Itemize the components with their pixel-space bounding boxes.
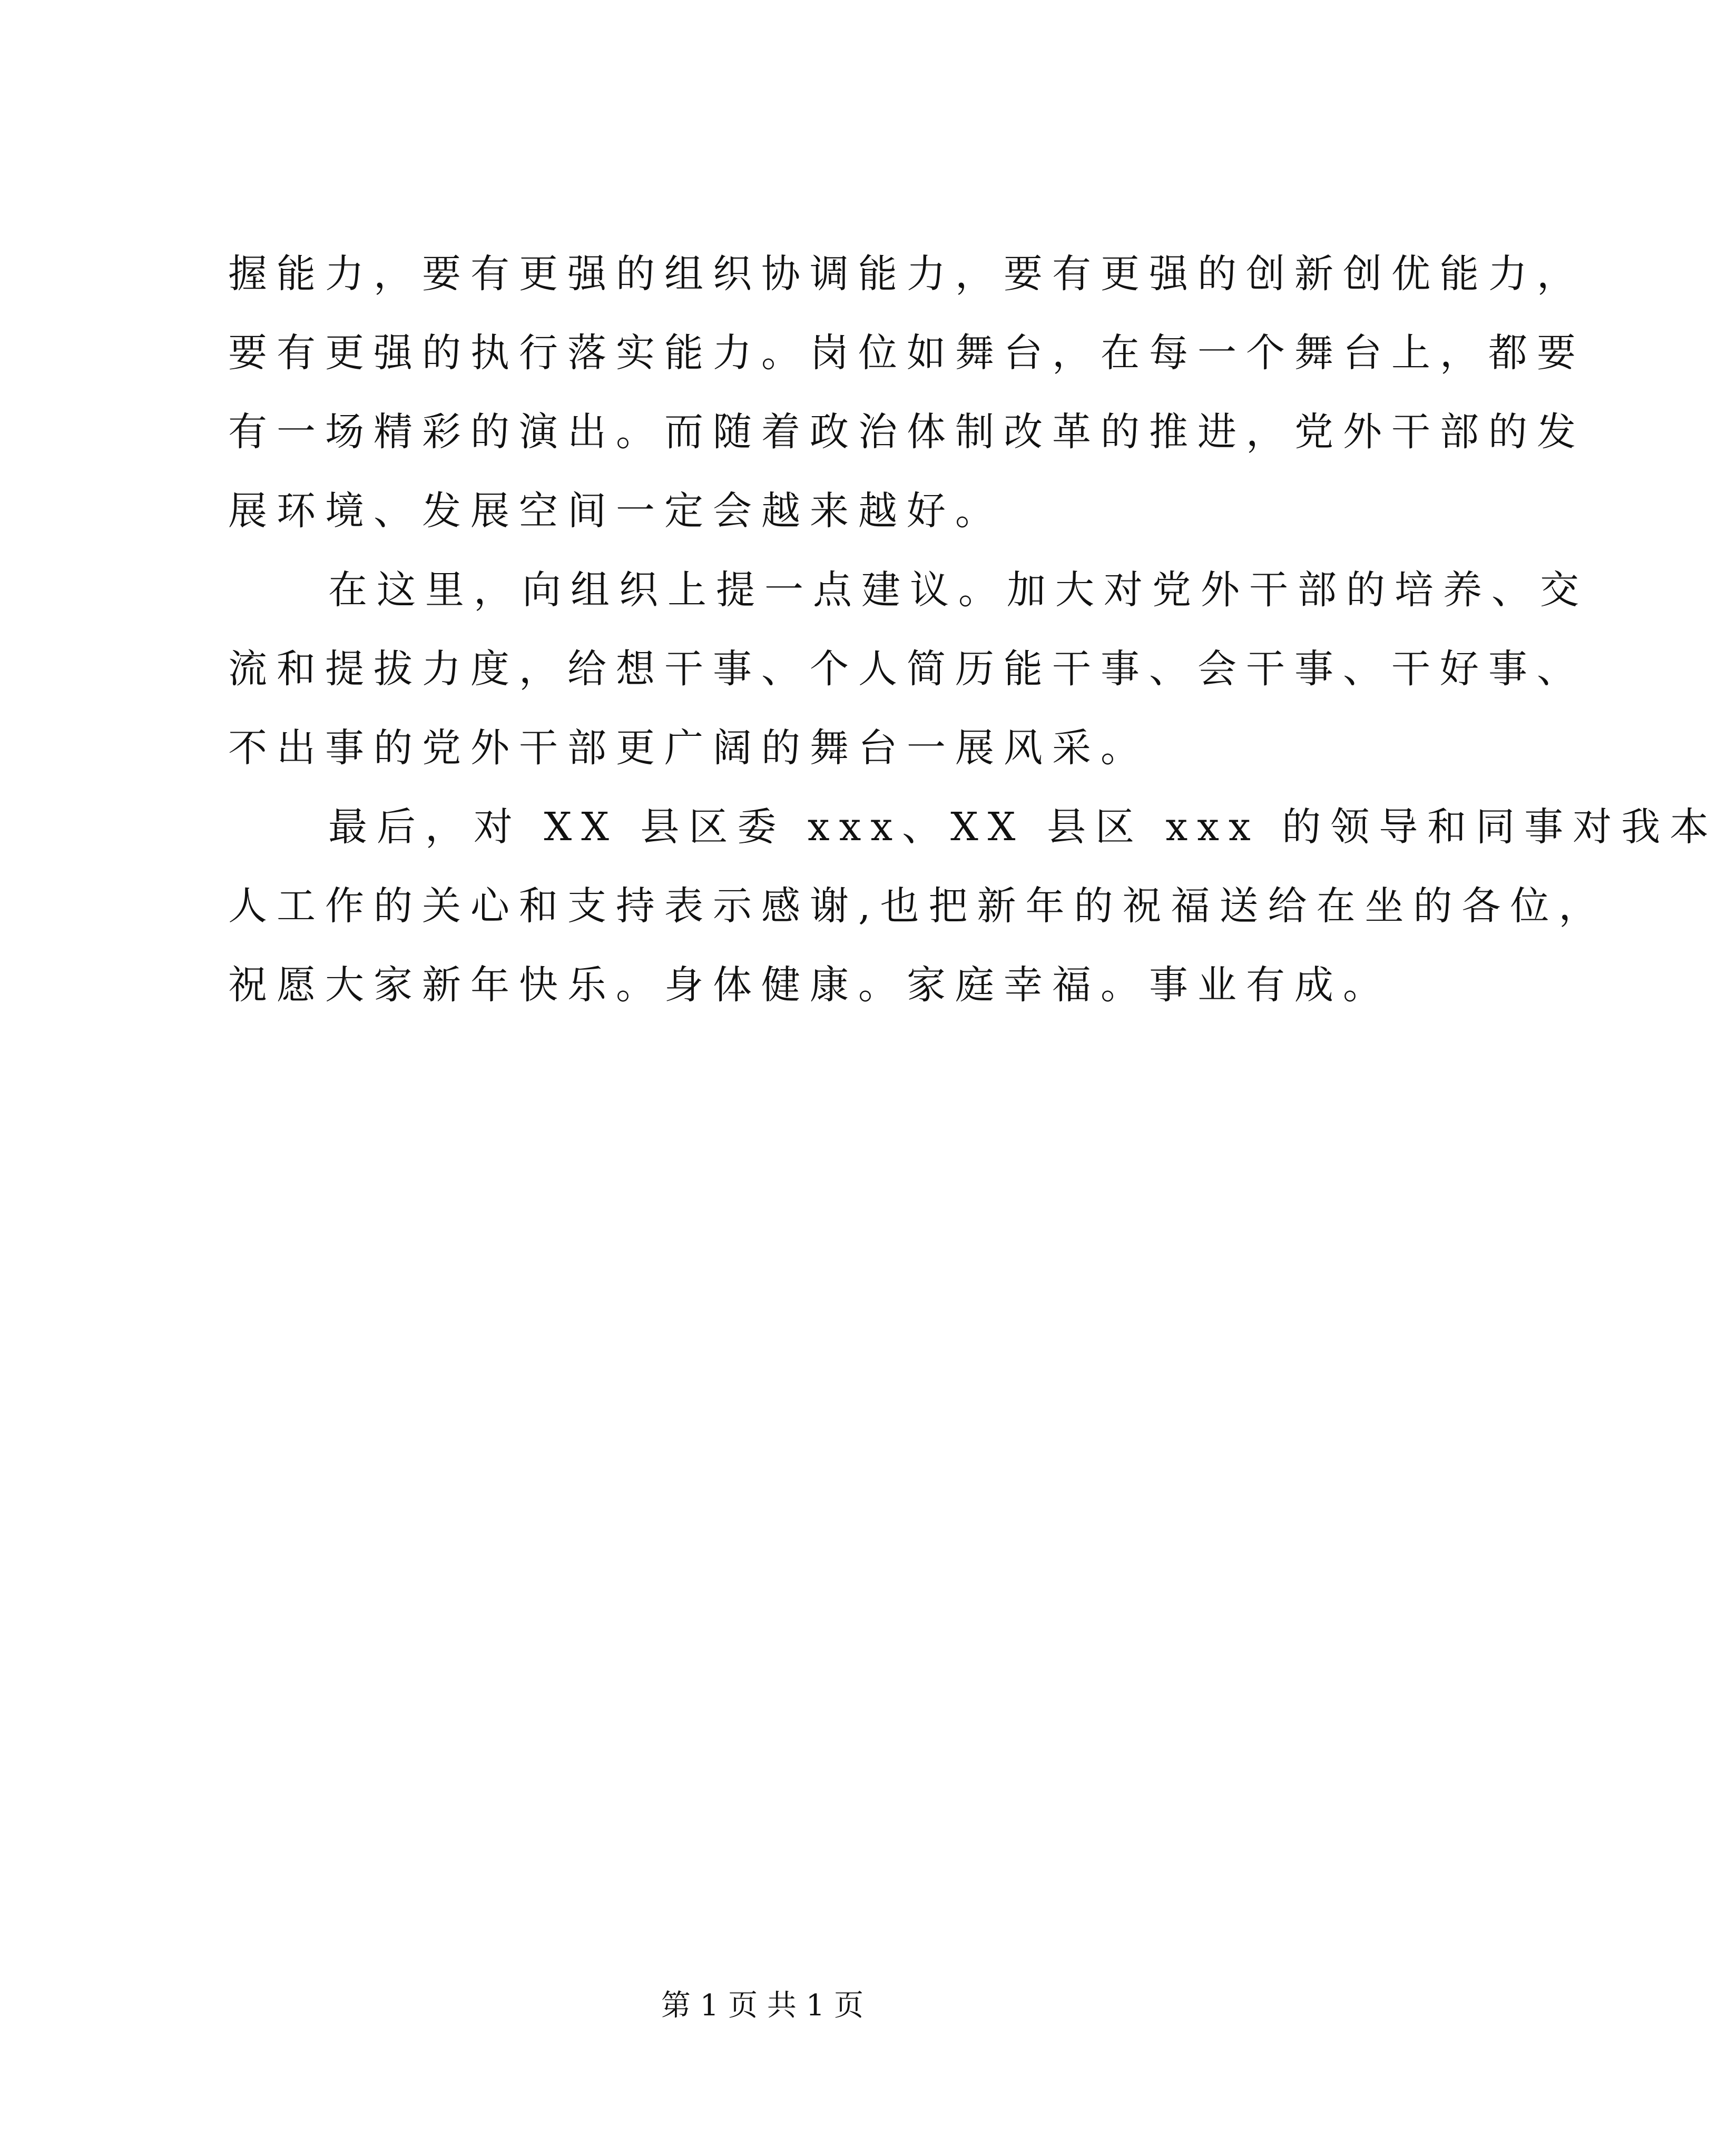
paragraph-line: 展环境、发展空间一定会越来越好。 — [228, 488, 1004, 534]
paragraph-line: 不出事的党外干部更广阔的舞台一展风采。 — [228, 725, 1149, 771]
paragraph-line: 要有更强的执行落实能力。岗位如舞台，在每一个舞台上，都要 — [228, 330, 1585, 376]
paragraph-line: 最后，对 XX 县区委 xxx、XX 县区 xxx 的领导和同事对我本 — [328, 804, 1718, 850]
paragraph-line: 在这里，向组织上提一点建议。加大对党外干部的培养、交 — [328, 567, 1588, 613]
paragraph-line: 握能力，要有更强的组织协调能力，要有更强的创新创优能力， — [228, 251, 1585, 297]
page-number-footer: 第 1 页 共 1 页 — [661, 1988, 864, 2023]
paragraph-line: 祝愿大家新年快乐。身体健康。家庭幸福。事业有成。 — [228, 962, 1391, 1008]
document-body — [228, 234, 1718, 1025]
paragraph-line: 有一场精彩的演出。而随着政治体制改革的推进，党外干部的发 — [228, 409, 1585, 455]
paragraph-line: 流和提拔力度，给想干事、个人简历能干事、会干事、干好事、 — [228, 646, 1585, 692]
paragraph-line: 人工作的关心和支持表示感谢,也把新年的祝福送给在坐的各位， — [228, 883, 1607, 929]
